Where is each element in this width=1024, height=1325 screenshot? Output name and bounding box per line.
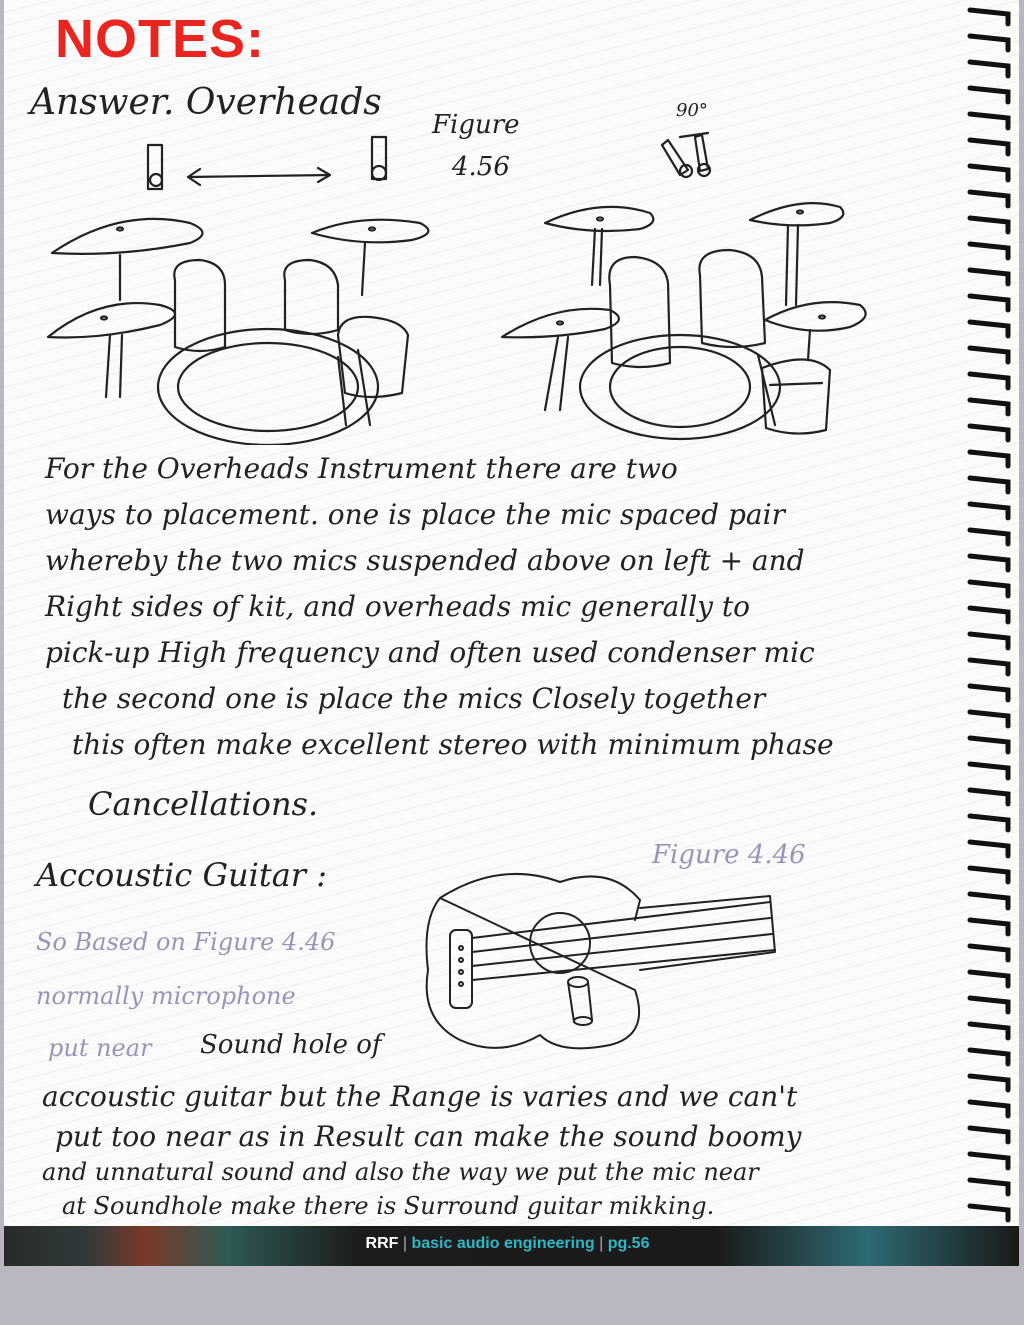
spiral-ring [970,1076,1008,1090]
spiral-ring [970,920,1008,934]
spiral-ring [970,816,1008,830]
spiral-ring [970,10,1008,24]
overheads-line-6: the second one is place the mics Closely together [62,682,766,715]
spiral-ring [970,452,1008,466]
spiral-ring [970,946,1008,960]
spiral-ring [970,400,1008,414]
overheads-line-4: Right sides of kit, and overheads mic generally to [45,590,751,623]
spiral-ring [970,1024,1008,1038]
footer-brand: RRF [365,1235,399,1252]
guitar-line-1: accoustic guitar but the Range is varies and we can't [42,1080,798,1113]
guitar-light-line-2: normally microphone [36,982,296,1010]
spiral-ring [970,1128,1008,1142]
guitar-continuation: Sound hole of [200,1030,382,1060]
spiral-ring [970,88,1008,102]
spiral-ring [970,244,1008,258]
overheads-line-1: For the Overheads Instrument there are two [45,452,678,485]
scan-background [0,1266,1024,1325]
spiral-ring [970,582,1008,596]
xy-mic-pair [662,133,710,177]
spiral-binding [964,0,1024,1250]
guitar-line-3: and unnatural sound and also the way we put the mic near [42,1158,759,1186]
spiral-ring [970,296,1008,310]
spaced-pair-mic-left [148,145,162,189]
overheads-line-8: Cancellations. [88,785,319,823]
spiral-ring [970,62,1008,76]
guitar-light-line-3: put near [48,1034,152,1062]
guitar-mic [568,977,592,1025]
drum-kit-spaced [48,219,428,445]
guitar-line-4: at Soundhole make there is Surround guitar mikking. [62,1192,715,1220]
page-heading: NOTES: [55,9,266,69]
guitar-title: Accoustic Guitar : [36,856,328,894]
spiral-ring [970,790,1008,804]
spiral-ring [970,478,1008,492]
spiral-ring [970,192,1008,206]
spiral-ring [970,426,1008,440]
spiral-ring [970,686,1008,700]
spiral-ring [970,1102,1008,1116]
spiral-ring [970,140,1008,154]
spiral-ring [970,998,1008,1012]
footer-subject: basic audio engineering [411,1235,595,1252]
overheads-line-3: whereby the two mics suspended above on left + and [45,544,805,577]
spiral-ring [970,972,1008,986]
spiral-ring [970,504,1008,518]
spiral-ring [970,270,1008,284]
spiral-ring [970,894,1008,908]
spiral-ring [970,634,1008,648]
guitar-light-line-1: So Based on Figure 4.46 [36,928,336,956]
footer-separator-2: | [599,1235,604,1252]
spiral-ring [970,556,1008,570]
guitar-soundhole [530,913,590,973]
spiral-ring [970,348,1008,362]
spiral-ring [970,166,1008,180]
spiral-ring [970,868,1008,882]
overheads-line-5: pick-up High frequency and often used condenser mic [45,636,815,669]
spiral-ring [970,738,1008,752]
spiral-ring [970,114,1008,128]
overheads-line-7: this often make excellent stereo with minimum phase [72,728,834,761]
guitar-figure-ref: Figure 4.46 [652,840,806,870]
spiral-ring [970,1050,1008,1064]
spiral-ring [970,608,1008,622]
overheads-title: Answer. Overheads [30,82,382,123]
drum-kit-coincident [502,203,866,439]
guitar-line-2: put too near as in Result can make the sound boomy [55,1120,802,1153]
spiral-ring [970,322,1008,336]
spiral-ring [970,764,1008,778]
overheads-line-2: ways to placement. one is place the mic spaced pair [45,498,785,531]
spiral-ring [970,1180,1008,1194]
figure-label-top: Figure [432,110,520,140]
acoustic-guitar-sketch [410,860,790,1060]
footer-separator: | [402,1235,408,1252]
spaced-pair-mic-right [372,137,386,180]
spiral-ring [970,530,1008,544]
spiral-ring [970,36,1008,50]
drum-kit-sketches [40,125,960,445]
spiral-ring [970,218,1008,232]
spiral-ring [970,1206,1008,1220]
figure-label-number: 4.56 [452,152,510,182]
spiral-ring [970,374,1008,388]
page-footer-text [0,1235,1015,1253]
spiral-ring [970,1154,1008,1168]
spiral-ring [970,712,1008,726]
angle-label: 90° [676,100,708,121]
spiral-ring [970,660,1008,674]
footer-page-number: pg.56 [607,1235,650,1252]
spiral-ring [970,842,1008,856]
